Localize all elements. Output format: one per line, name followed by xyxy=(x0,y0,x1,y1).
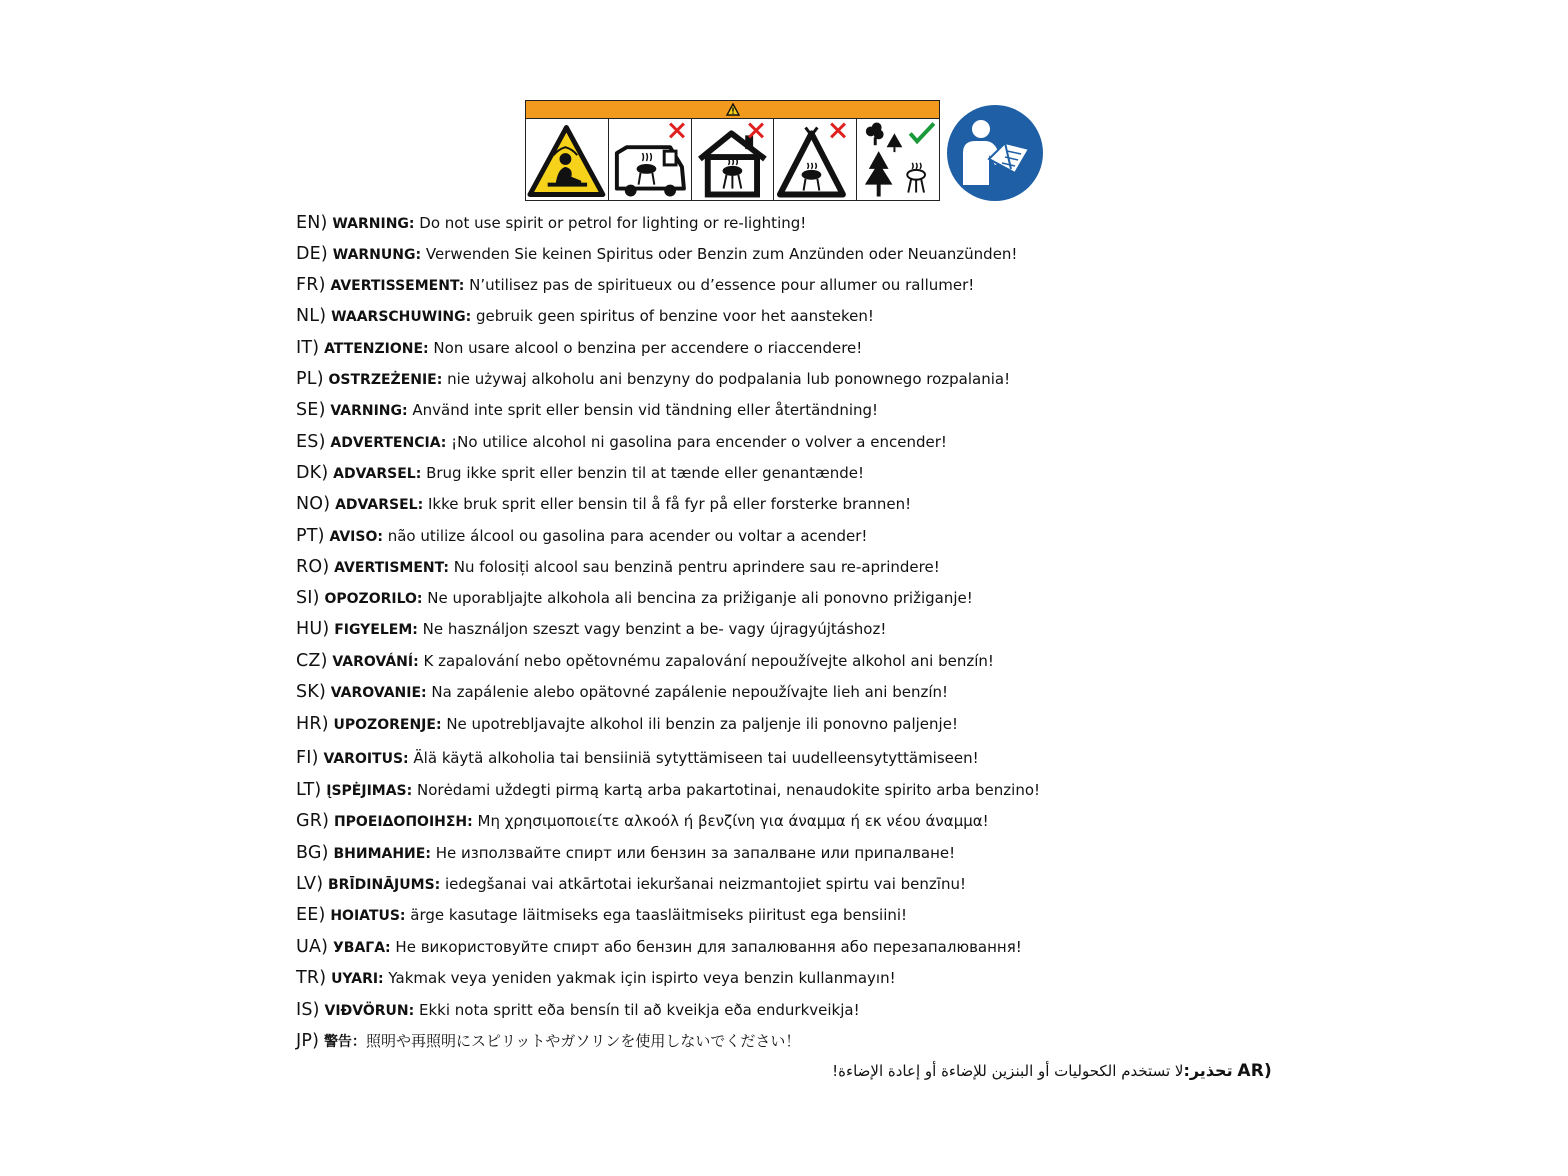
warning-label: WARNUNG: xyxy=(332,247,422,263)
no-vehicle-panel xyxy=(609,119,692,201)
language-code: SI) xyxy=(296,588,320,608)
hazard-person-panel xyxy=(526,119,609,201)
language-code: LV) xyxy=(296,874,324,894)
warning-row xyxy=(296,619,886,640)
language-code: NL) xyxy=(296,306,327,326)
warning-label: UYARI: xyxy=(331,971,384,987)
warning-label: ATTENZIONE: xyxy=(324,341,429,357)
warning-label: VAROVANIE: xyxy=(330,685,427,701)
warning-row xyxy=(296,780,1040,801)
language-code: RO) xyxy=(296,557,330,577)
warning-row xyxy=(296,463,864,484)
language-code: EN) xyxy=(296,213,328,233)
warning-text: ¡No utilice alcohol ni gasolina para encender o volver a encender! xyxy=(446,433,947,451)
warning-row xyxy=(296,588,973,609)
warning-text: لا تستخدم الكحوليات أو البنزين للإضاءة أو إعادة الإضاءة! xyxy=(832,1062,1184,1080)
language-code: LT) xyxy=(296,780,322,800)
language-code: TR) xyxy=(296,968,327,988)
tent-grill-icon xyxy=(774,119,856,201)
warning-label: OPOZORILO: xyxy=(324,591,423,607)
warning-row xyxy=(296,400,878,421)
language-code: AR) xyxy=(1237,1061,1272,1081)
warning-label: ΠΡΟΕΙΔΟΠΟΙΗΣΗ: xyxy=(333,814,473,830)
warning-label: WAARSCHUWING: xyxy=(331,309,472,325)
warning-text: Μη χρησιμοποιείτε αλκοόλ ή βενζίνη για άναμμα ή εκ νέου άναμμα! xyxy=(472,812,989,830)
warning-text: Verwenden Sie keinen Spiritus oder Benzin zum Anzünden oder Neuanzünden! xyxy=(421,245,1018,263)
warning-row xyxy=(296,338,862,359)
warning-row xyxy=(296,494,911,515)
warning-row xyxy=(296,843,955,864)
warning-label: FIGYELEM: xyxy=(334,622,418,638)
warning-text: Non usare alcool o benzina per accendere o riaccendere! xyxy=(428,339,863,357)
language-code: SK) xyxy=(296,682,327,702)
warning-label: AVISO: xyxy=(329,529,383,545)
language-code: PL) xyxy=(296,369,324,389)
language-code: HU) xyxy=(296,619,330,639)
language-code: HR) xyxy=(296,714,329,734)
warning-text: Yakmak veya yeniden yakmak için ispirto veya benzin kullanmayın! xyxy=(383,969,896,987)
warning-text: nie używaj alkoholu ani benzyny do podpalania lub ponownego rozpalania! xyxy=(442,370,1011,388)
warning-text: 照明や再照明にスピリットやガソリンを使用しないでください！ xyxy=(365,1032,801,1050)
warning-text: iedegšanai vai atkārtotai iekuršanai neizmantojiet spirtu vai benzīnu! xyxy=(440,875,966,893)
warning-row xyxy=(296,369,1010,390)
warning-label: AVERTISMENT: xyxy=(334,560,450,576)
warning-row xyxy=(296,432,947,453)
read-manual-icon xyxy=(945,103,1045,203)
warning-label: УВАГА: xyxy=(333,940,391,956)
language-code: JP) xyxy=(296,1031,320,1051)
language-code: ES) xyxy=(296,432,326,452)
warning-row xyxy=(296,1000,860,1021)
warning-row xyxy=(296,748,979,769)
language-code: NO) xyxy=(296,494,331,514)
warning-text: ärge kasutage läitmiseks ega taasläitmiseks piiritust ega bensiini! xyxy=(405,906,908,924)
vehicle-grill-icon xyxy=(609,119,691,201)
warning-text: Älä käytä alkoholia tai bensiiniä sytyttämiseen tai uudelleensytyttämiseen! xyxy=(408,749,979,767)
warning-text: Nu folosiți alcool sau benzină pentru aprindere sau re-aprindere! xyxy=(449,558,940,576)
language-code: SE) xyxy=(296,400,326,420)
warning-row xyxy=(296,526,867,547)
warning-row xyxy=(296,811,989,832)
warning-label: VAROITUS: xyxy=(323,751,409,767)
warning-row xyxy=(296,905,907,926)
warning-text: Använd inte sprit eller bensin vid tändning eller återtändning! xyxy=(407,401,879,419)
warning-label: HOIATUS: xyxy=(330,908,406,924)
language-code: UA) xyxy=(296,937,329,957)
warning-text: Ikke bruk sprit eller bensin til å få fyr på eller forsterke brannen! xyxy=(423,495,912,513)
outdoor-trees-grill-icon xyxy=(857,119,939,201)
warning-text: Na zapálenie alebo opätovné zapálenie nepoužívajte lieh ani benzín! xyxy=(426,683,949,701)
warning-label: AVERTISSEMENT: xyxy=(330,278,465,294)
warning-row xyxy=(296,714,958,735)
strip-header xyxy=(526,101,939,119)
language-code: IS) xyxy=(296,1000,320,1020)
warning-label: VIÐVÖRUN: xyxy=(324,1003,415,1019)
language-code: DE) xyxy=(296,244,328,264)
warning-label: WARNING: xyxy=(332,216,415,232)
warning-row xyxy=(296,937,1022,958)
warning-text: Ekki nota spritt eða bensín til að kveikja eða endurkveikja! xyxy=(414,1001,860,1019)
warning-text: Norėdami uždegti pirmą kartą arba pakartotinai, nenaudokite spirito arba benzino! xyxy=(412,781,1041,799)
warning-label: VAROVÁNÍ: xyxy=(332,654,419,670)
warning-text: Brug ikke sprit eller benzin til at tænde eller genantænde! xyxy=(421,464,864,482)
warning-label: 警告： xyxy=(323,1034,366,1050)
language-code: DK) xyxy=(296,463,329,483)
warning-text: Do not use spirit or petrol for lighting or re-lighting! xyxy=(414,214,807,232)
warning-text: K zapalování nebo opětovnému zapalování nepoužívejte alkohol ani benzín! xyxy=(418,652,994,670)
warning-row xyxy=(296,306,874,327)
warning-label: BRĪDINĀJUMS: xyxy=(328,877,441,893)
no-tent-panel xyxy=(774,119,857,201)
warning-row xyxy=(296,874,966,895)
warning-triangle-icon xyxy=(726,103,740,116)
warning-label: ADVARSEL: xyxy=(335,497,424,513)
language-code: FI) xyxy=(296,748,319,768)
warning-row xyxy=(296,682,948,703)
warning-text: Ne használjon szeszt vagy benzint a be- vagy újragyújtáshoz! xyxy=(417,620,887,638)
warning-text: Ne upotrebljavajte alkohol ili benzin za paljenje ili ponovno paljenje! xyxy=(441,715,958,733)
warning-row-arabic xyxy=(832,1060,1272,1082)
warning-text: Не використовуйте спирт або бензин для запалювання або перезапалювання! xyxy=(390,938,1022,956)
language-code: IT) xyxy=(296,338,320,358)
warning-label: ВНИМАНИЕ: xyxy=(333,846,431,862)
warning-text: Не използвайте спирт или бензин за запалване или припалване! xyxy=(430,844,956,862)
warning-row xyxy=(296,1031,800,1052)
warning-row xyxy=(296,244,1017,265)
warning-row xyxy=(296,213,806,234)
language-code: EE) xyxy=(296,905,326,925)
warning-row xyxy=(296,557,940,578)
warning-text: gebruik geen spiritus of benzine voor het aansteken! xyxy=(471,307,874,325)
language-code: GR) xyxy=(296,811,330,831)
language-code: FR) xyxy=(296,275,326,295)
warning-label: تحذير: xyxy=(1183,1061,1233,1080)
warning-label: VARNING: xyxy=(330,403,408,419)
warning-text: N’utilisez pas de spiritueux ou d’essence pour allumer ou rallumer! xyxy=(464,276,975,294)
language-code: BG) xyxy=(296,843,329,863)
warning-text: não utilize álcool ou gasolina para acender ou voltar a acender! xyxy=(382,527,868,545)
warning-text: Ne uporabljajte alkohola ali bencina za prižiganje ali ponovno prižiganje! xyxy=(422,589,973,607)
warning-row xyxy=(296,651,994,672)
warning-label: OSTRZEŻENIE: xyxy=(328,372,443,388)
warning-row xyxy=(296,275,974,296)
house-grill-icon xyxy=(692,119,774,201)
warning-label: ADVERTENCIA: xyxy=(330,435,447,451)
warning-pictogram-strip xyxy=(525,100,940,201)
language-code: CZ) xyxy=(296,651,328,671)
language-code: PT) xyxy=(296,526,325,546)
warning-label: ĮSPĖJIMAS: xyxy=(326,783,413,799)
outdoor-ok-panel xyxy=(857,119,939,201)
warning-label: ADVARSEL: xyxy=(333,466,422,482)
warning-label: UPOZORENJE: xyxy=(333,717,442,733)
warning-row xyxy=(296,968,896,989)
person-hazard-icon xyxy=(526,119,608,201)
no-indoor-panel xyxy=(692,119,775,201)
